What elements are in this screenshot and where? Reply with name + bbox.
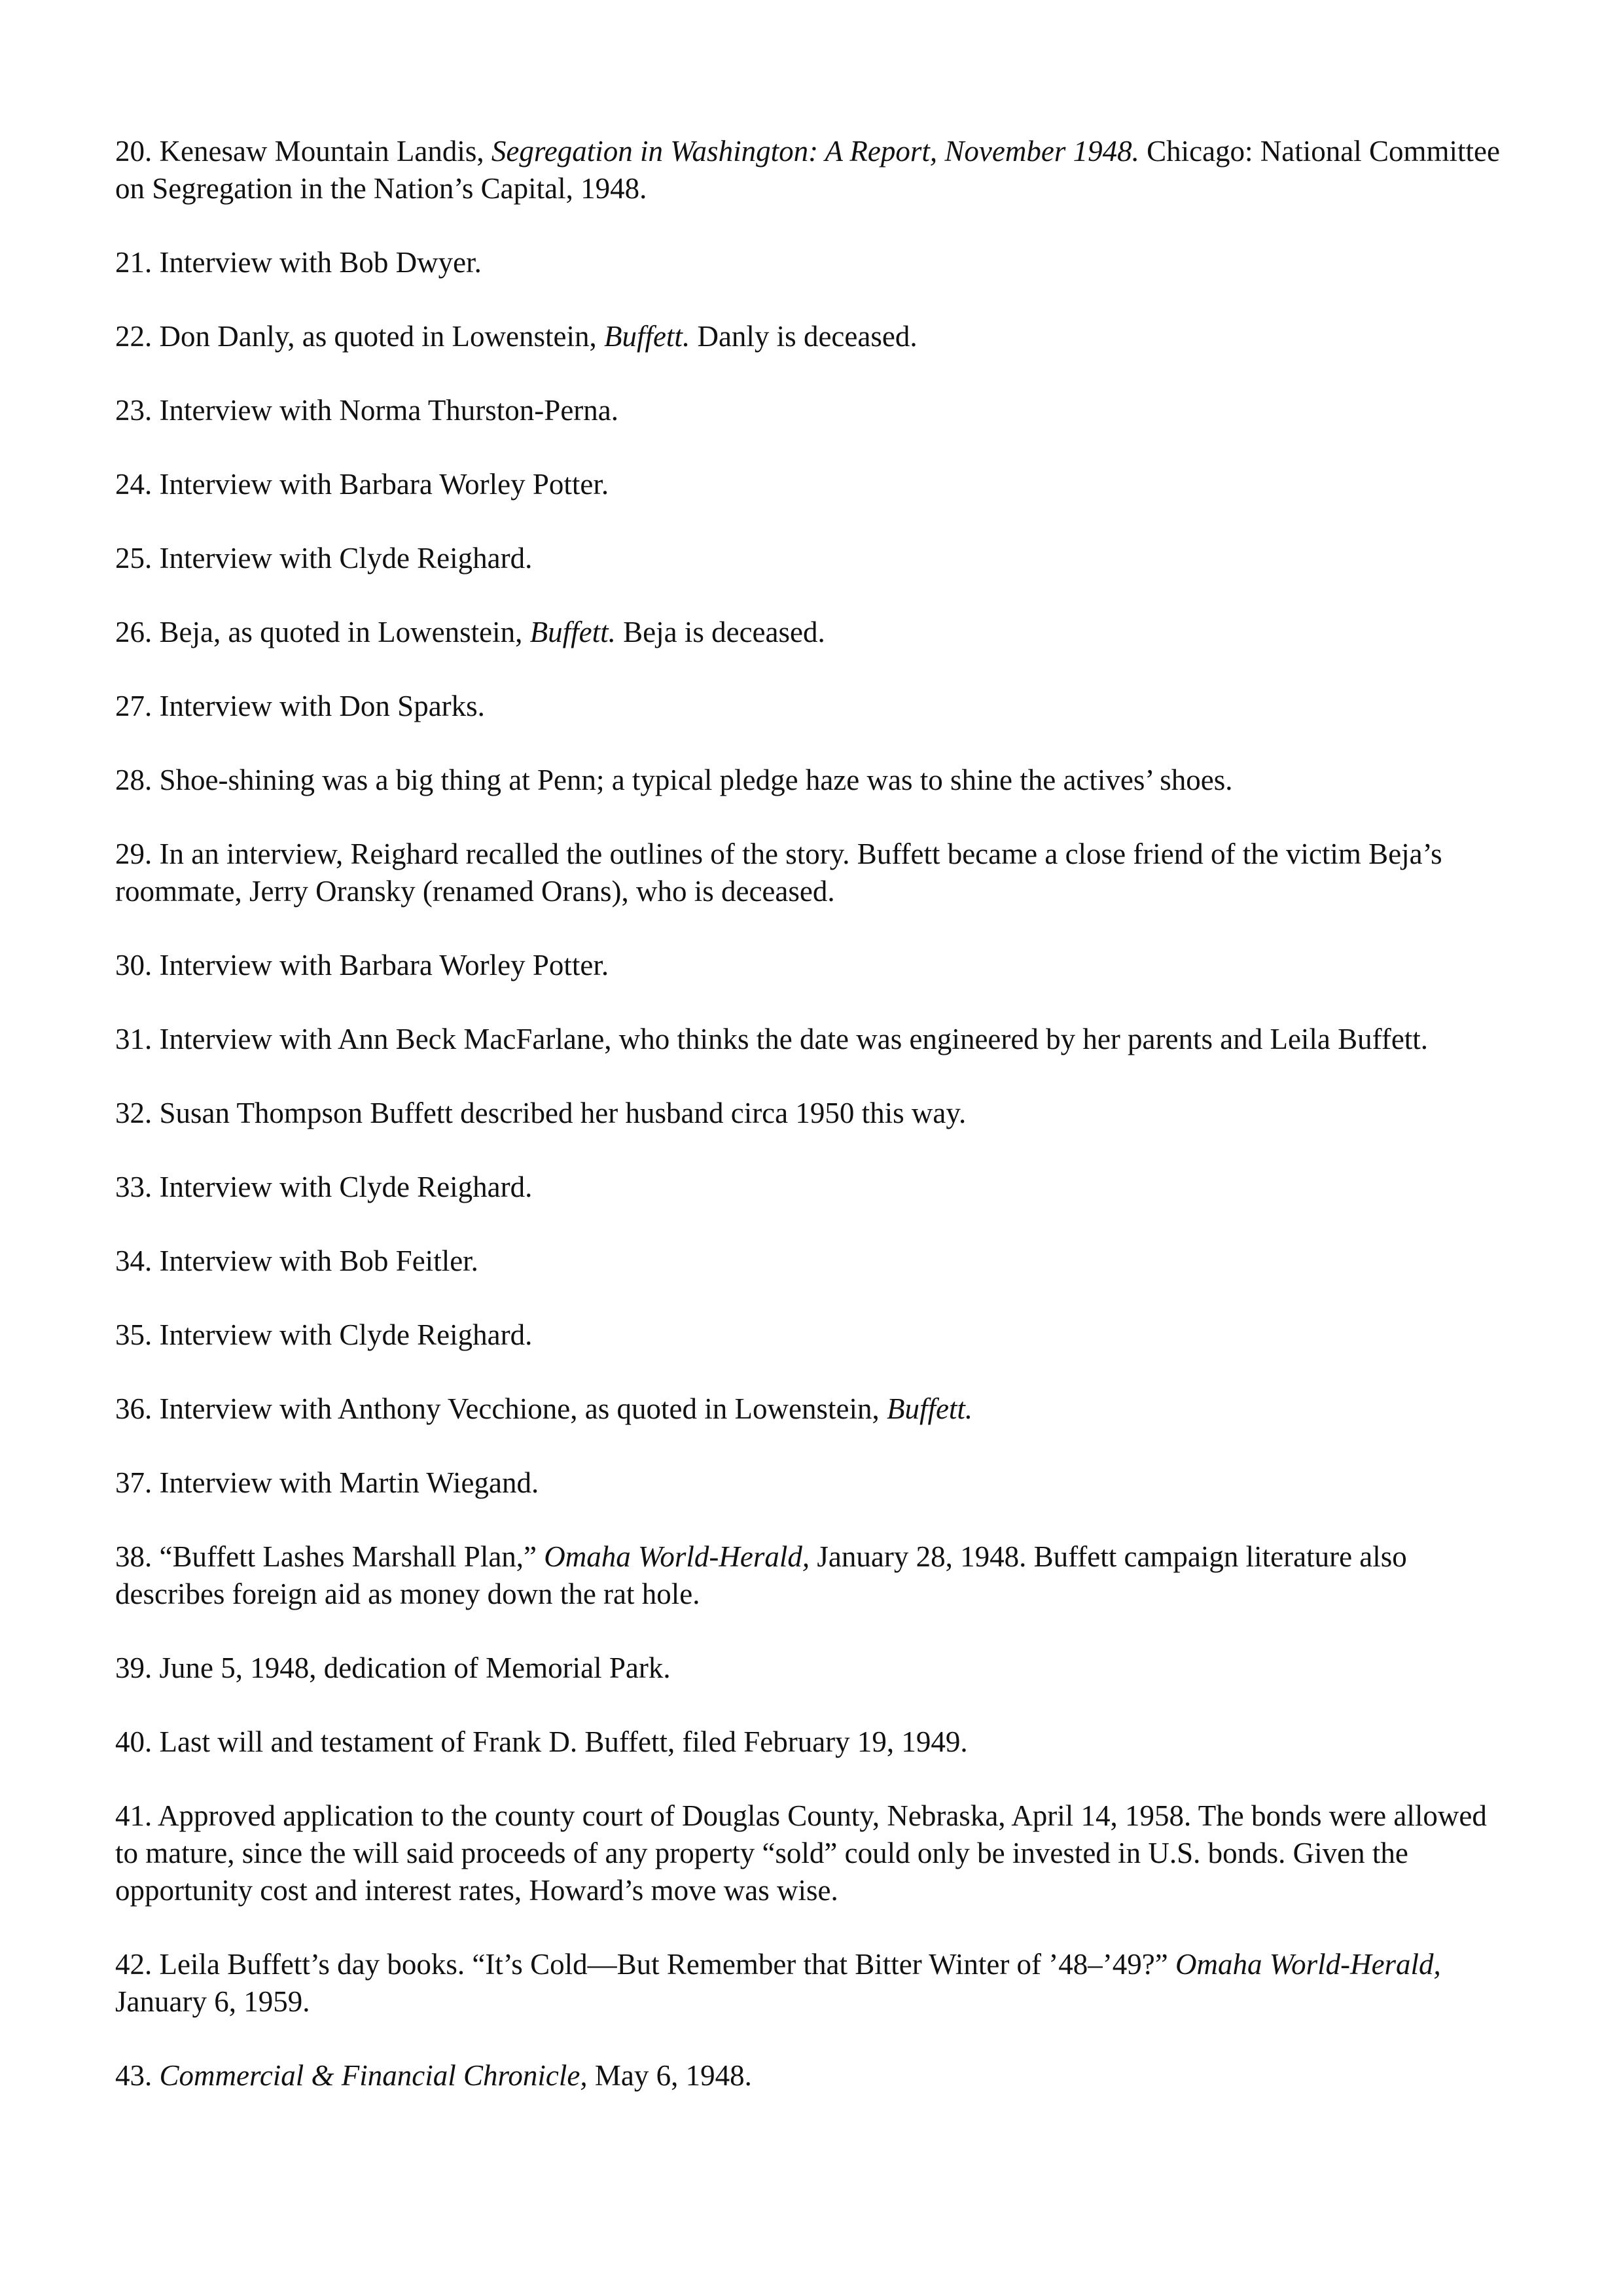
endnote-italic-title: Buffett. bbox=[603, 320, 690, 353]
endnote-italic-title: Buffett. bbox=[529, 616, 616, 648]
endnote bbox=[115, 318, 1509, 355]
endnote-text: 42. Leila Buffett’s day books. “It’s Cold—But Remember that Bitter Winter of ’48–’49?” bbox=[115, 1948, 1175, 1981]
endnote-italic-title: Omaha World-Herald, bbox=[544, 1540, 810, 1573]
endnote-text: 33. Interview with Clyde Reighard. bbox=[115, 1171, 533, 1203]
endnote bbox=[115, 836, 1509, 910]
endnote bbox=[115, 1723, 1509, 1761]
endnote bbox=[115, 1650, 1509, 1687]
endnote-text: 25. Interview with Clyde Reighard. bbox=[115, 542, 533, 574]
endnote-text: 38. “Buffett Lashes Marshall Plan,” bbox=[115, 1540, 544, 1573]
endnote-italic-title: Omaha World-Herald, bbox=[1175, 1948, 1441, 1981]
endnote-text: May 6, 1948. bbox=[587, 2059, 752, 2092]
endnote bbox=[115, 1390, 1509, 1428]
endnote bbox=[115, 1538, 1509, 1613]
endnote bbox=[115, 1946, 1509, 2021]
endnotes-page bbox=[115, 133, 1509, 2131]
endnote-italic-title: Buffett. bbox=[886, 1392, 973, 1425]
endnote-text: 21. Interview with Bob Dwyer. bbox=[115, 246, 482, 279]
endnote bbox=[115, 1464, 1509, 1502]
endnote-text: 35. Interview with Clyde Reighard. bbox=[115, 1318, 533, 1351]
endnote bbox=[115, 540, 1509, 577]
endnote bbox=[115, 614, 1509, 651]
endnote bbox=[115, 1021, 1509, 1058]
endnote bbox=[115, 392, 1509, 429]
endnote-italic-title: Segregation in Washington: A Report, November 1948. bbox=[491, 135, 1139, 168]
endnote-text: Danly is deceased. bbox=[690, 320, 918, 353]
endnote-italic-title: Commercial & Financial Chronicle, bbox=[159, 2059, 588, 2092]
endnote bbox=[115, 1797, 1509, 1909]
endnote bbox=[115, 244, 1509, 281]
endnote-text: 22. Don Danly, as quoted in Lowenstein, bbox=[115, 320, 604, 353]
endnote-text: 39. June 5, 1948, dedication of Memorial Park. bbox=[115, 1651, 671, 1684]
endnote bbox=[115, 688, 1509, 725]
endnote-text: Chicago: National Committee on Segregation in the Nation’s Capital, 1948. bbox=[115, 135, 1500, 205]
endnote bbox=[115, 762, 1509, 799]
endnote-text: 29. In an interview, Reighard recalled the outlines of the story. Buffett became a close friend of the victim Beja’s roommate, Jerry Oransky (renamed Orans), who is deceased. bbox=[115, 838, 1442, 908]
endnote-text: 32. Susan Thompson Buffett described her husband circa 1950 this way. bbox=[115, 1097, 967, 1129]
endnote-text: 31. Interview with Ann Beck MacFarlane, who thinks the date was engineered by her parents and Leila Buffett. bbox=[115, 1023, 1429, 1055]
endnote-text: 28. Shoe-shining was a big thing at Penn; a typical pledge haze was to shine the actives’ shoes. bbox=[115, 764, 1233, 796]
endnote-text: Beja is deceased. bbox=[615, 616, 825, 648]
endnote bbox=[115, 2057, 1509, 2094]
endnote-text: January 6, 1959. bbox=[115, 1985, 310, 2018]
endnote-text: 26. Beja, as quoted in Lowenstein, bbox=[115, 616, 530, 648]
endnote-text: 43. bbox=[115, 2059, 160, 2092]
endnote-text: 34. Interview with Bob Feitler. bbox=[115, 1245, 478, 1277]
endnote-text: 23. Interview with Norma Thurston-Perna. bbox=[115, 394, 618, 427]
endnote-text: January 28, 1948. Buffett campaign literature also describes foreign aid as money down the rat hole. bbox=[115, 1540, 1407, 1610]
endnote bbox=[115, 1316, 1509, 1354]
endnote-text: 20. Kenesaw Mountain Landis, bbox=[115, 135, 491, 168]
endnote bbox=[115, 947, 1509, 984]
endnote bbox=[115, 1095, 1509, 1132]
endnote bbox=[115, 1169, 1509, 1206]
endnote-text: 40. Last will and testament of Frank D. Buffett, filed February 19, 1949. bbox=[115, 1725, 968, 1758]
endnote-text: 36. Interview with Anthony Vecchione, as quoted in Lowenstein, bbox=[115, 1392, 887, 1425]
endnote bbox=[115, 466, 1509, 503]
endnote bbox=[115, 1243, 1509, 1280]
endnote-text: 27. Interview with Don Sparks. bbox=[115, 690, 485, 722]
endnote-text: 30. Interview with Barbara Worley Potter. bbox=[115, 949, 609, 981]
endnote-text: 24. Interview with Barbara Worley Potter. bbox=[115, 468, 609, 501]
endnote-text: 41. Approved application to the county court of Douglas County, Nebraska, April 14, 1958. The bonds were allowed to mature, since the will said proceeds of any property “sold” could only be invested in U.S. bonds. Given the opportunity cost and interest rates, Howard’s move was wise. bbox=[115, 1799, 1487, 1907]
endnote-text: 37. Interview with Martin Wiegand. bbox=[115, 1466, 539, 1499]
endnote bbox=[115, 133, 1509, 207]
